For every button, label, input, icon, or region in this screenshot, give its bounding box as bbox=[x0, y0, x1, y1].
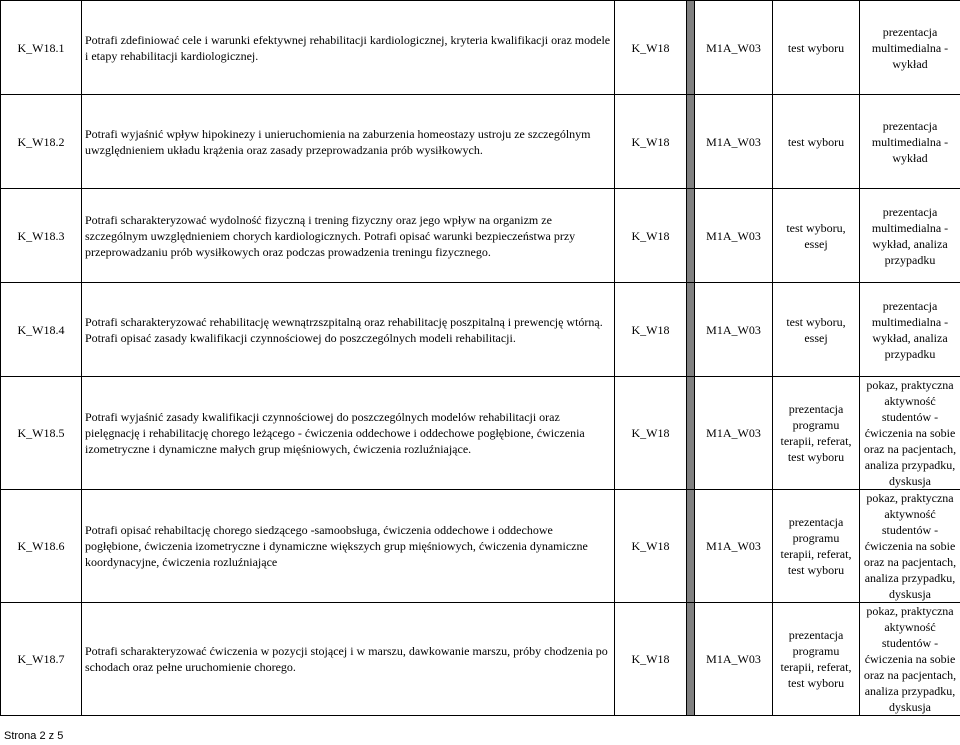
verification-method: test wyboru bbox=[773, 1, 860, 95]
outcome-code: K_W18.6 bbox=[1, 490, 82, 603]
outcome-reference: K_W18 bbox=[615, 189, 687, 283]
table-row bbox=[1, 603, 960, 716]
area-reference: M1A_W03 bbox=[695, 490, 773, 603]
teaching-form: prezentacja multimedialna - wykład, analiza przypadku bbox=[860, 283, 960, 377]
table-body bbox=[1, 1, 960, 716]
grey-divider-cell bbox=[687, 189, 695, 283]
verification-method: test wyboru bbox=[773, 95, 860, 189]
grey-divider-cell bbox=[687, 377, 695, 490]
outcome-description: Potrafi wyjaśnić zasady kwalifikacji czynnościowej do poszczególnych modelów rehabilitacji oraz pielęgnację i rehabilitację chorego leżącego - ćwiczenia oddechowe i oddechowe pogłębione, ćwiczenia izometryczne i dynamiczne małych grup mięśniowych, ćwiczenia rozluźniające. bbox=[82, 377, 615, 490]
outcome-description: Potrafi zdefiniować cele i warunki efektywnej rehabilitacji kardiologicznej, kryteria kwalifikacji oraz modele i etapy rehabilitacji kardiologicznej. bbox=[82, 1, 615, 95]
grey-divider-cell bbox=[687, 603, 695, 716]
outcome-reference: K_W18 bbox=[615, 377, 687, 490]
teaching-form: prezentacja multimedialna - wykład, analiza przypadku bbox=[860, 189, 960, 283]
verification-method: test wyboru, essej bbox=[773, 283, 860, 377]
outcome-code: K_W18.1 bbox=[1, 1, 82, 95]
outcome-description: Potrafi wyjaśnić wpływ hipokinezy i unieruchomienia na zaburzenia homeostazy ustroju ze szczególnym uwzględnieniem układu krążenia oraz zasady przeprowadzania prób wysiłkowych. bbox=[82, 95, 615, 189]
table-row bbox=[1, 189, 960, 283]
area-reference: M1A_W03 bbox=[695, 377, 773, 490]
table-row bbox=[1, 490, 960, 603]
table-row bbox=[1, 1, 960, 95]
outcome-reference: K_W18 bbox=[615, 95, 687, 189]
teaching-form: pokaz, praktyczna aktywność studentów - ćwiczenia na sobie oraz na pacjentach, analiza przypadku, dyskusja bbox=[860, 490, 960, 603]
grey-divider-cell bbox=[687, 1, 695, 95]
outcome-code: K_W18.7 bbox=[1, 603, 82, 716]
outcome-code: K_W18.4 bbox=[1, 283, 82, 377]
verification-method: test wyboru, essej bbox=[773, 189, 860, 283]
teaching-form: prezentacja multimedialna - wykład bbox=[860, 95, 960, 189]
outcome-description: Potrafi scharakteryzować ćwiczenia w pozycji stojącej i w marszu, dawkowanie marszu, próby chodzenia po schodach oraz pełne uruchomienie chorego. bbox=[82, 603, 615, 716]
grey-divider-cell bbox=[687, 95, 695, 189]
verification-method: prezentacja programu terapii, referat, test wyboru bbox=[773, 377, 860, 490]
teaching-form: pokaz, praktyczna aktywność studentów - ćwiczenia na sobie oraz na pacjentach, analiza przypadku, dyskusja bbox=[860, 377, 960, 490]
outcome-code: K_W18.5 bbox=[1, 377, 82, 490]
area-reference: M1A_W03 bbox=[695, 283, 773, 377]
grey-divider-cell bbox=[687, 490, 695, 603]
outcome-reference: K_W18 bbox=[615, 490, 687, 603]
outcome-description: Potrafi scharakteryzować rehabilitację wewnątrzszpitalną oraz rehabilitację poszpitalną i prewencję wtórną. Potrafi opisać zasady kwalifikacji czynnościowej do poszczególnych modeli rehabilitacji. bbox=[82, 283, 615, 377]
outcome-reference: K_W18 bbox=[615, 1, 687, 95]
table-row bbox=[1, 283, 960, 377]
grey-divider-cell bbox=[687, 283, 695, 377]
area-reference: M1A_W03 bbox=[695, 1, 773, 95]
table-row bbox=[1, 95, 960, 189]
outcome-reference: K_W18 bbox=[615, 283, 687, 377]
verification-method: prezentacja programu terapii, referat, test wyboru bbox=[773, 603, 860, 716]
outcome-description: Potrafi opisać rehabiltację chorego siedzącego -samoobsługa, ćwiczenia oddechowe i oddechowe pogłębione, ćwiczenia izometryczne i dynamiczne większych grup mięśniowych, ćwiczenia dynamiczne koordynacyjne, ćwiczenia rozluźniające bbox=[82, 490, 615, 603]
outcome-description: Potrafi scharakteryzować wydolność fizyczną i trening fizyczny oraz jego wpływ na organizm ze szczególnym uwzględnieniem chorych kardiologicznych. Potrafi opisać warunki bezpieczeństwa przy przeprowadzaniu prób wysiłkowych oraz podczas prowadzenia treningu fizycznego. bbox=[82, 189, 615, 283]
verification-method: prezentacja programu terapii, referat, test wyboru bbox=[773, 490, 860, 603]
area-reference: M1A_W03 bbox=[695, 603, 773, 716]
page-number: Strona 2 z 5 bbox=[4, 730, 64, 742]
table-row bbox=[1, 377, 960, 490]
teaching-form: pokaz, praktyczna aktywność studentów - ćwiczenia na sobie oraz na pacjentach, analiza przypadku, dyskusja bbox=[860, 603, 960, 716]
outcome-code: K_W18.3 bbox=[1, 189, 82, 283]
area-reference: M1A_W03 bbox=[695, 95, 773, 189]
area-reference: M1A_W03 bbox=[695, 189, 773, 283]
teaching-form: prezentacja multimedialna - wykład bbox=[860, 1, 960, 95]
outcome-code: K_W18.2 bbox=[1, 95, 82, 189]
outcome-reference: K_W18 bbox=[615, 603, 687, 716]
